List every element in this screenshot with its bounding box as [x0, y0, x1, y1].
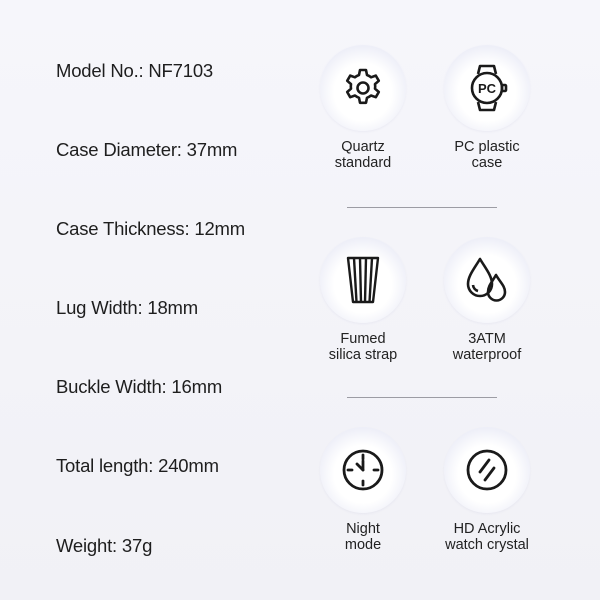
feature-label: 3ATM waterproof	[452, 331, 522, 363]
water-drops-icon-circle	[444, 237, 530, 323]
feature-label: Night mode	[344, 521, 382, 553]
feature-label: HD Acrylic watch crystal	[445, 521, 529, 553]
feature-pc-case	[417, 45, 557, 171]
gear-icon	[341, 66, 385, 110]
feature-night-mode	[293, 427, 433, 553]
spec-total-length: Total length: 240mm	[56, 455, 219, 476]
water-drops-icon	[462, 255, 512, 305]
feature-label: Quartz standard	[334, 139, 392, 171]
crystal-icon	[463, 446, 511, 494]
feature-label: PC plastic case	[454, 139, 520, 171]
watch-pc-icon	[462, 63, 512, 113]
spec-weight: Weight: 37g	[56, 535, 153, 556]
crystal-icon-circle	[444, 427, 530, 513]
feature-label: Fumed silica strap	[328, 331, 398, 363]
strap-icon-circle	[320, 237, 406, 323]
strap-icon	[343, 255, 383, 305]
gear-icon-circle	[320, 45, 406, 131]
feature-waterproof	[417, 237, 557, 363]
divider	[347, 207, 497, 208]
spec-case-diameter: Case Diameter: 37mm	[56, 139, 238, 160]
clock-icon	[339, 446, 387, 494]
feature-strap	[293, 237, 433, 363]
spec-buckle-width: Buckle Width: 16mm	[56, 376, 223, 397]
spec-case-thickness: Case Thickness: 12mm	[56, 218, 245, 239]
clock-icon-circle	[320, 427, 406, 513]
feature-crystal	[417, 427, 557, 553]
divider	[347, 397, 497, 398]
spec-lug-width: Lug Width: 18mm	[56, 297, 198, 318]
pc-icon-text: PC	[477, 81, 497, 96]
feature-quartz	[293, 45, 433, 171]
watch-pc-icon-circle	[444, 45, 530, 131]
spec-model-no: Model No.: NF7103	[56, 60, 214, 81]
